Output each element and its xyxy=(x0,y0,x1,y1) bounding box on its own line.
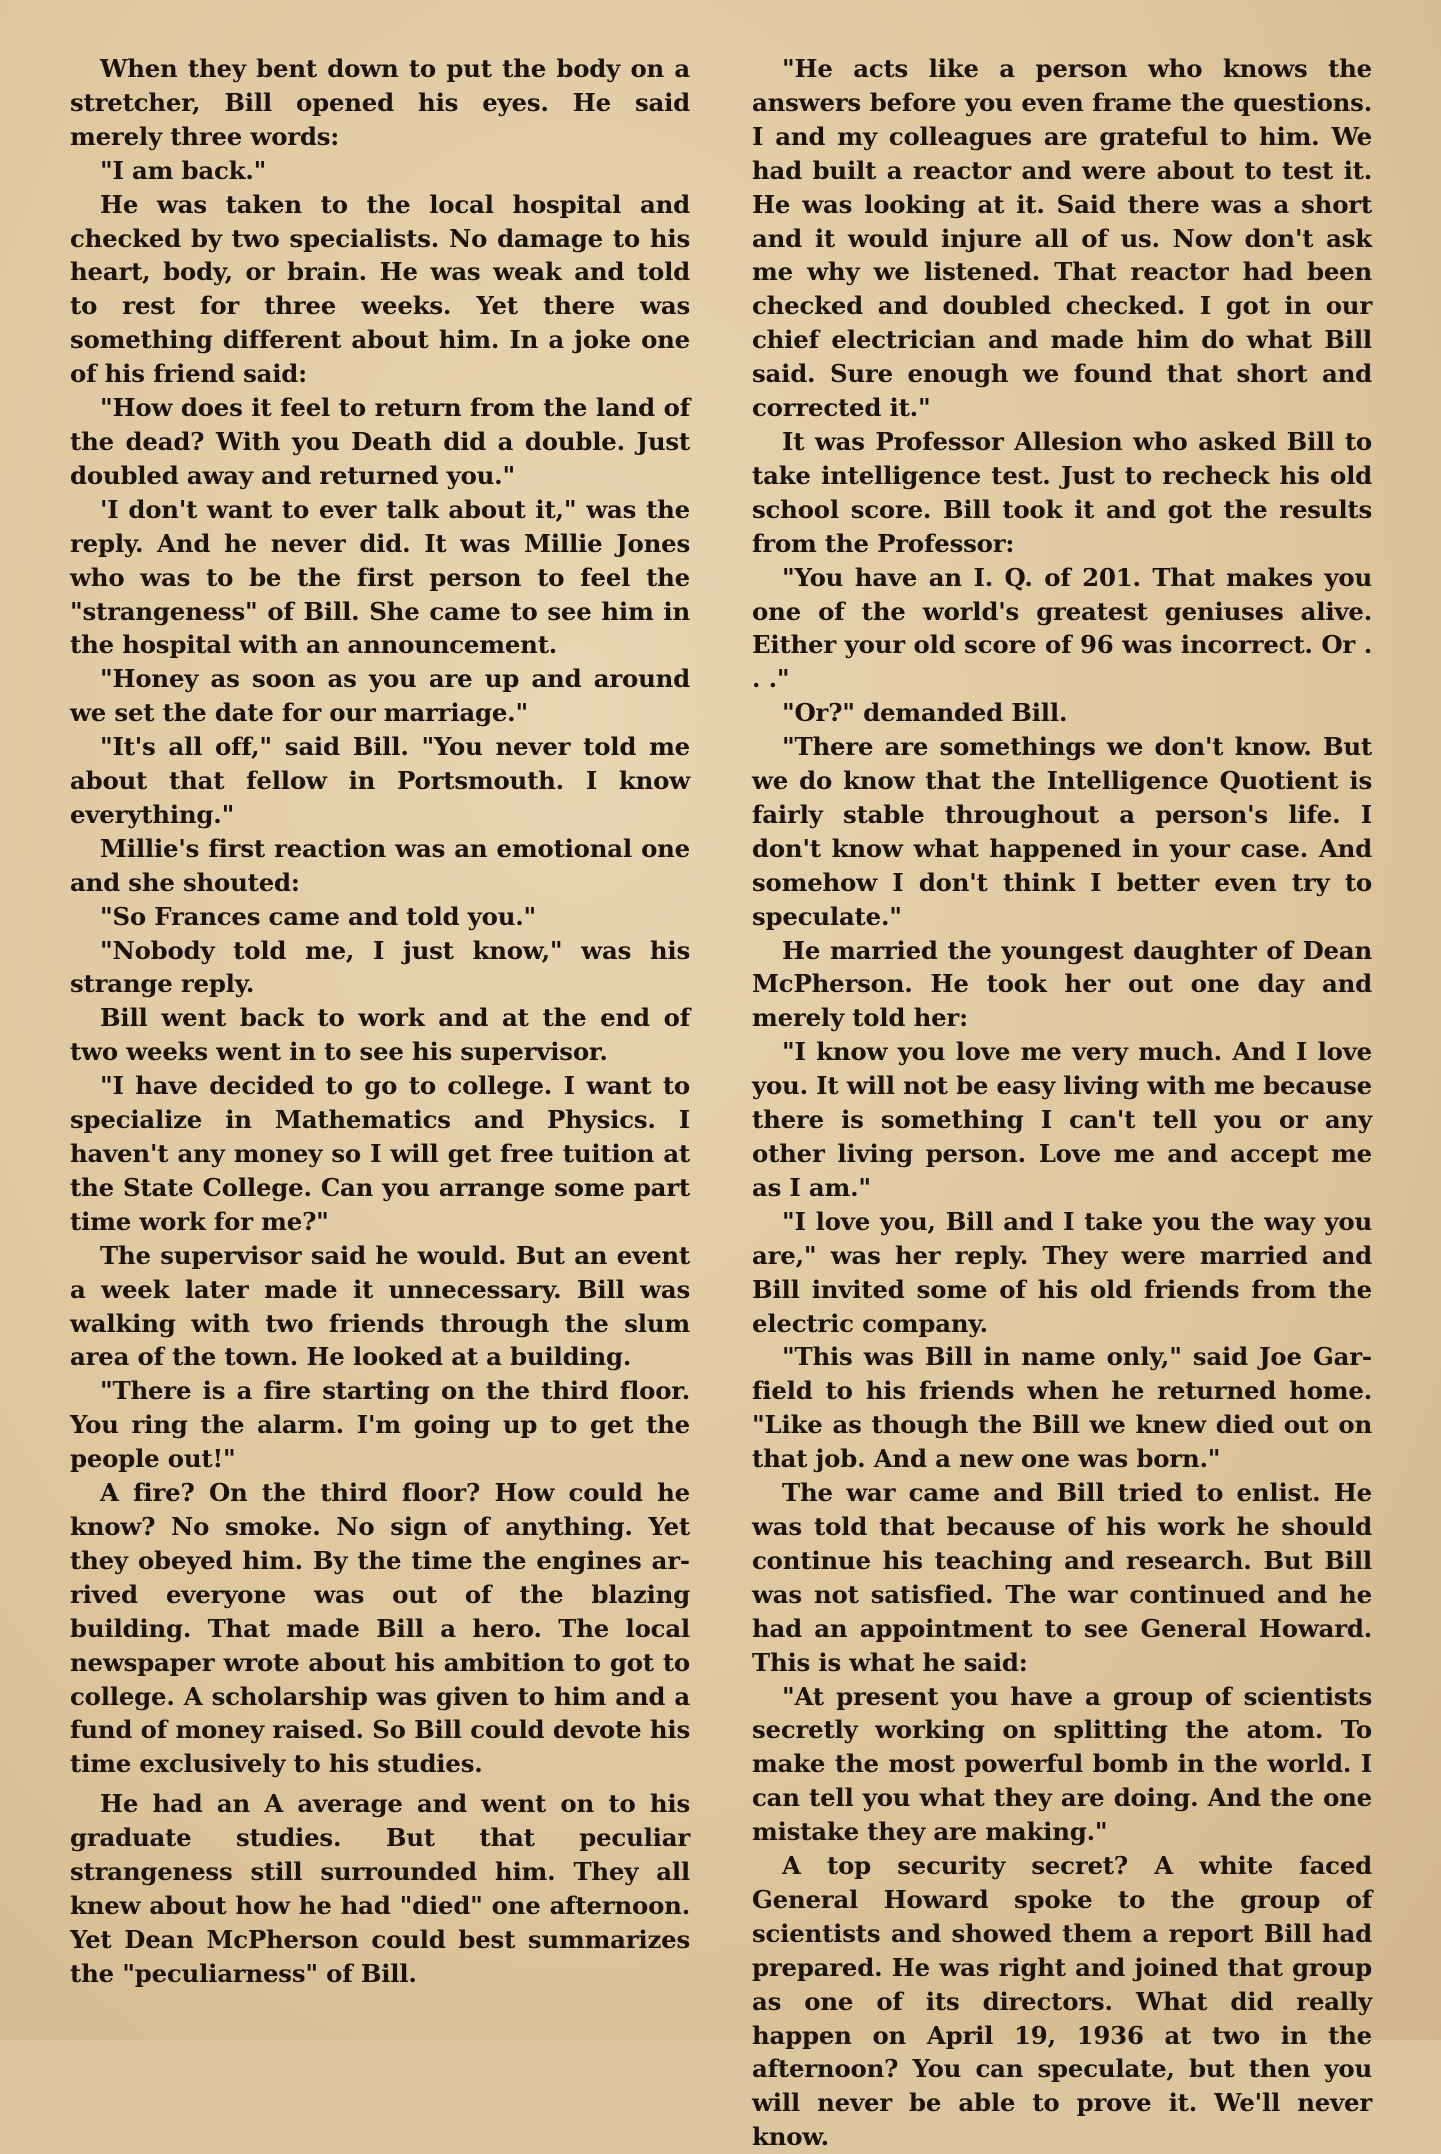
paragraph: Millie's first reaction was an emotional one and she shouted: xyxy=(70,833,690,897)
paragraph: "Nobody told me, I just know," was his strange reply. xyxy=(70,935,690,999)
paragraph: "At present you have a group of scientists secretly working on splitting the atom. To make the most powerful bomb in the world. I can tell you what they are doing. And the one mistake they are making." xyxy=(752,1681,1372,1847)
paragraph: A fire? On the third floor? How could he know? No smoke. No sign of anything. Yet they obeyed him. By the time the engines arrived everyone was out of the blazing building. That made Bill a hero. The local newspaper wrote about his ambition to got to college. A scholarship was given to him and a fund of money raised. So Bill could devote his time exclusively to his studies. xyxy=(70,1478,690,1779)
paragraph: "So Frances came and told you." xyxy=(100,901,537,931)
paragraph: "There is a fire starting on the third floor. You ring the alarm. I'm going up to get the people out!" xyxy=(70,1376,690,1474)
paragraph: A top security secret? A white faced General Howard spoke to the group of scientists and showed them a report Bill had prepared. He was right and joined that group as one of its directors. What did really happen on April 19, 1936 at two in the afternoon? You can speculate, but then you will never be able to prove it. We'll never know. xyxy=(752,1851,1372,2152)
paragraph: "Honey as soon as you are up and around we set the date for our marriage." xyxy=(70,664,690,728)
paragraph: He had an A average and went on to his graduate studies. But that peculiar strangeness still surrounded him. They all knew about how he had "died" one afternoon. Yet Dean McPherson could best summarizes the "peculiarness" of Bill. xyxy=(70,1789,690,1988)
paragraph: "Or?" demanded Bill. xyxy=(782,698,1068,728)
left-text-column xyxy=(70,52,690,1991)
paragraph: "You have an I. Q. of 201. That makes you one of the world's greatest geniuses alive. Either your old score of 96 was incorrect. Or . . ." xyxy=(752,562,1372,694)
paragraph: He was taken to the local hospital and checked by two specialists. No damage to his heart, body, or brain. He was weak and told to rest for three weeks. Yet there was something different about him. In a joke one of his friend said: xyxy=(70,189,690,389)
paragraph: Bill went back to work and at the end of two weeks went in to see his supervisor. xyxy=(70,1003,690,1067)
paragraph: The supervisor said he would. But an event a week later made it unnecessary. Bill was walking with two friends through the slum area of the town. He looked at a building. xyxy=(70,1240,690,1372)
paragraph: "I have decided to go to college. I want to specialize in Mathematics and Physics. I haven't any money so I will get free tuition at the State College. Can you arrange some part time work for me?" xyxy=(70,1071,690,1236)
paragraph: "I know you love me very much. And I love you. It will not be easy living with me because there is something I can't tell you or any other living person. Love me and accept me as I am." xyxy=(752,1037,1372,1202)
paragraph: The war came and Bill tried to enlist. He was told that because of his work he should continue his teaching and research. But Bill was not satisfied. The war continued and he had an appointment to see General Howard. This is what he said: xyxy=(752,1478,1372,1677)
paragraph: "There are somethings we don't know. But we do know that the Intelligence Quotient is fairly stable throughout a person's life. I don't know what happened in your case. And somehow I don't think I better even try to speculate." xyxy=(752,732,1372,931)
paragraph: "I love you, Bill and I take you the way you are," was her reply. They were married and Bill invited some of his old friends from the electric company. xyxy=(752,1206,1372,1338)
paragraph: "This was Bill in name only," said Joe Garfield to his friends when he returned home. "Like as though the Bill we knew died out on that job. And a new one was born." xyxy=(752,1342,1372,1474)
paragraph: 'I don't want to ever talk about it," was the reply. And he never did. It was Millie Jones who was to be the first person to feel the "strangeness" of Bill. She came to see him in the hospital with an announcement. xyxy=(70,494,690,660)
paragraph: "I am back." xyxy=(100,155,267,185)
paragraph: It was Professor Allesion who asked Bill to take intelligence test. Just to recheck his old school score. Bill took it and got the results from the Professor: xyxy=(752,426,1372,558)
paragraph: He married the youngest daughter of Dean McPherson. He took her out one day and merely told her: xyxy=(752,935,1372,1033)
paragraph: "He acts like a person who knows the answers before you even frame the questions. I and my colleagues are grateful to him. We had built a reactor and were about to test it. He was looking at it. Said there was a short and it would injure all of us. Now don't ask me why we listened. That reactor had been checked and doubled checked. I got in our chief electrician and made him do what Bill said. Sure enough we found that short and corrected it." xyxy=(752,54,1372,423)
right-text-column xyxy=(752,52,1372,2154)
paragraph: "How does it feel to return from the land of the dead? With you Death did a double. Just doubled away and returned you." xyxy=(70,393,690,490)
paragraph: When they bent down to put the body on a stretcher, Bill opened his eyes. He said merely three words: xyxy=(70,54,690,151)
paragraph: "It's all off," said Bill. "You never told me about that fellow in Portsmouth. I know everything." xyxy=(70,732,690,829)
